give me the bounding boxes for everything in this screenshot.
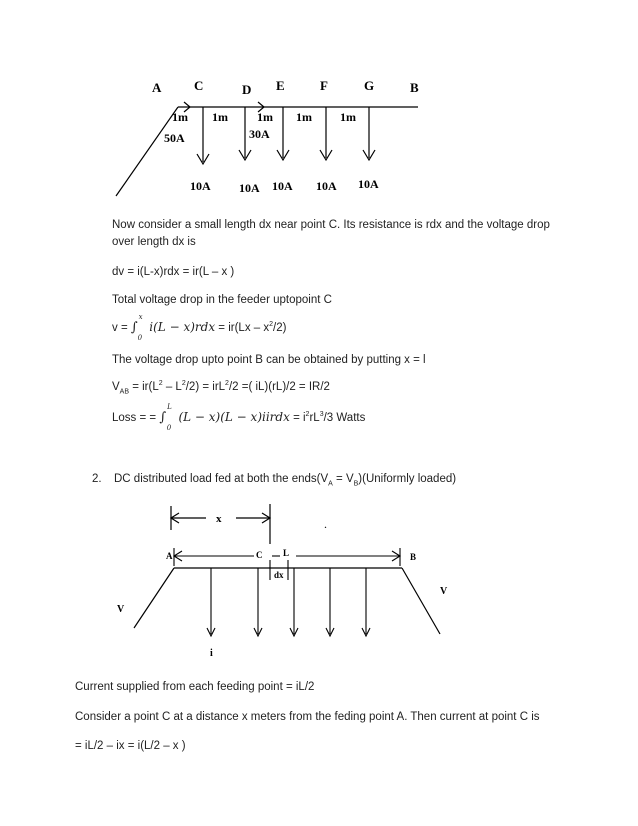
segment-label: 1m	[257, 110, 273, 124]
eq-sup: 3	[319, 411, 324, 419]
label-l: L	[283, 548, 290, 558]
heading-sub: A	[328, 480, 333, 488]
heading-part: DC distributed load fed at both the ends(V	[114, 473, 329, 485]
integral-upper: x	[138, 312, 143, 321]
eq-part: = i	[293, 412, 306, 424]
paragraph-line: Consider a point C at a distance x meters from the feding point A. Then current at point C is	[75, 711, 540, 723]
equation-ic: = iL/2 – ix = i(L/2 – x )	[75, 740, 186, 752]
load-arrow	[254, 568, 262, 636]
heading-sub: B	[353, 480, 359, 488]
eq-sup: 2	[305, 411, 310, 419]
point-label-f: F	[320, 78, 328, 93]
eq-part: = ir(L	[129, 381, 159, 393]
equation-v	[112, 312, 287, 342]
load-arrow-g	[363, 107, 375, 160]
point-label-b: B	[410, 80, 419, 95]
segment-label: 1m	[296, 110, 312, 124]
feeder-diagram-1	[0, 0, 638, 220]
eq-lhs: V	[112, 381, 120, 393]
integral-lower: 0	[166, 423, 172, 432]
heading-part: = V	[332, 473, 354, 485]
eq-result-end: /2)	[273, 322, 287, 334]
eq-prefix: v =	[112, 322, 128, 334]
label-a: A	[166, 551, 173, 561]
load-label: 10A	[190, 179, 211, 193]
supply-right	[402, 568, 440, 634]
equation-dv: dv = i(L-x)rdx = ir(L – x )	[112, 266, 235, 278]
heading-part: )(Uniformly loaded)	[358, 473, 457, 485]
point-label-g: G	[364, 78, 375, 93]
eq-result: = ir(Lx – x	[218, 322, 270, 334]
load-label: 10A	[272, 179, 293, 193]
load-arrow	[290, 568, 298, 636]
eq-lhs-sub: AB	[119, 388, 130, 396]
integral-sign: ∫$^x_0$	[130, 312, 143, 342]
label-b: B	[410, 552, 417, 562]
eq-part: /2 =( iL)(rL)/2 = IR/2	[228, 381, 330, 393]
supply-line	[116, 107, 178, 196]
integral-sign: ∫$^L_0$	[159, 402, 172, 432]
eq-sup: 2	[158, 380, 163, 388]
dx-label: dx	[274, 570, 284, 580]
integrand: (L − x)(L − x)iirdx	[178, 410, 290, 424]
paragraph-line: The voltage drop upto point B can be obtained by putting x = l	[112, 354, 426, 366]
paragraph-line: Now consider a small length dx near point C. Its resistance is rdx and the voltage drop	[112, 219, 550, 231]
eq-part: /3 Watts	[323, 412, 366, 424]
integral-lower: 0	[137, 333, 143, 342]
eq-part: /2) = irL	[185, 381, 226, 393]
load-arrow	[326, 568, 334, 636]
section-heading	[92, 472, 456, 486]
section-number: 2.	[92, 473, 102, 485]
paragraph-line: over length dx is	[112, 236, 196, 248]
integrand: i(L − x)rdx	[149, 320, 216, 334]
i-label: i	[210, 648, 213, 659]
point-label-d: D	[242, 82, 252, 97]
eq-sup: 2	[181, 380, 186, 388]
equation-vab	[112, 380, 330, 394]
paragraph-line: Total voltage drop in the feeder uptopoint C	[112, 294, 332, 306]
eq-sup: 2	[269, 321, 274, 329]
load-arrow-e	[277, 107, 289, 160]
equation-loss	[112, 402, 366, 432]
eq-sup: 2	[225, 380, 229, 388]
stray-dot: .	[324, 517, 327, 531]
load-label: 10A	[358, 177, 379, 191]
load-arrow-f	[320, 107, 332, 160]
point-label-e: E	[276, 78, 285, 93]
eq-part: – L	[162, 381, 182, 393]
load-arrow	[362, 568, 370, 636]
current-label-a: 50A	[164, 131, 185, 145]
label-c: C	[256, 550, 263, 560]
load-arrow-c	[197, 107, 209, 164]
x-label: x	[216, 513, 222, 525]
v-label-left: V	[117, 604, 125, 615]
segment-label: 1m	[172, 110, 188, 124]
integral-upper: L	[167, 402, 172, 411]
current-label-d: 30A	[249, 127, 270, 141]
load-label: 10A	[239, 181, 260, 195]
eq-prefix: Loss = =	[112, 412, 157, 424]
segment-label: 1m	[212, 110, 228, 124]
point-label-c: C	[194, 78, 204, 93]
feeder-diagram-2	[0, 500, 638, 670]
paragraph-line: Current supplied from each feeding point = iL/2	[75, 681, 315, 693]
eq-part: rL	[309, 412, 320, 424]
point-label-a: A	[152, 80, 162, 95]
v-label-right: V	[440, 586, 448, 597]
load-arrow	[207, 568, 215, 636]
segment-label: 1m	[340, 110, 356, 124]
supply-left	[134, 568, 174, 628]
load-label: 10A	[316, 179, 337, 193]
